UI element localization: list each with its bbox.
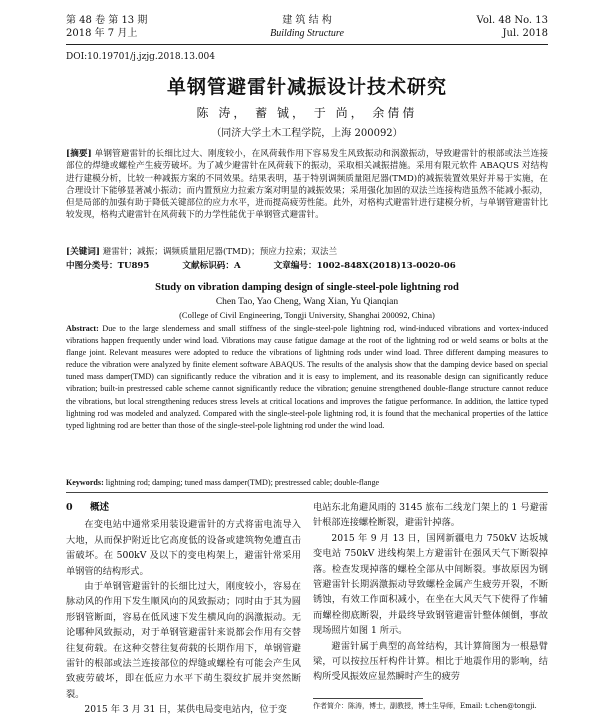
abstract-divider [66, 492, 548, 493]
article-number: 文章编号：1002-848X(2018)13-0020-06 [273, 261, 456, 271]
header-journal: 建 筑 结 构 Building Structure [270, 15, 344, 39]
abstract-cn [66, 148, 548, 222]
keywords-cn-text: 避雷针；减振；调频质量阻尼器(TMD)；预应力拉索；双法兰 [102, 247, 338, 257]
abstract-en [66, 323, 548, 432]
section-number: 0 [66, 502, 73, 513]
abstract-en-text: Due to the large slenderness and small stiffness of the single-steel-pole lightning rod, wind-induced vibrations and vortex-induced vibrations happen frequently under wind load. Vibrations may cause fatigue damage at the root of the lightning rod or weld seams or bolts at the flange joint. Relevant measures were adopted to reduce the vibrations of lightning rods under wind load. Three different damping measures to reduce the vibration were analyzed by finite element software ABAQUS. The results of the analysis show that the damping device based on special tuned mass damper(TMD) can significantly reduce the vibration and it is easy to implement, and its reasonable design can significantly reduce vibration; built-in prestressed cable scheme cannot significantly reduce the vibration; genuine strengthened double-flange structure cannot reduce the vibrations, but local strengthening reduces stress levels at critical locations and improves the fatigue performance. In addition, the lattice typed lightning rod was modeled and analyzed. Compared with the single-steel-pole lightning rod, it is found that the mechanical properties of the lattice typed lightning rod are better than those of the single-steel-pole lightning rod under the wind load. [66, 324, 548, 430]
header-issue: Vol. 48 No. 13 Jul. 2018 [476, 15, 548, 39]
body-column-left [66, 500, 301, 716]
body-paragraph: 避雷针属于典型的高耸结构，其计算简图为一根悬臂梁，可以按拉压杆构件计算。相比于地震作用的影响，结构所受风振效应显然瞬时产生的疲劳 [313, 640, 548, 683]
keywords-en [66, 477, 548, 489]
clc-number: 中图分类号：TU895 [66, 261, 150, 271]
document-code: 文献标识码：A [182, 261, 241, 271]
running-header [66, 14, 548, 48]
body-paragraph: 电站东北角避风雨的 3145 旅布二线龙门架上的 1 号避雷针根部连接螺栓断裂，避雷针掉落。 [313, 502, 548, 529]
affiliation-en: (College of Civil Engineering, Tongji University, Shanghai 200092, China) [179, 310, 435, 320]
abstract-cn-label: [摘要] [66, 149, 92, 159]
keywords-cn-label: [关键词] [66, 247, 100, 257]
body-paragraph: 由于单钢管避雷针的长细比过大，刚度较小，容易在脉动风的作用下发生顺风向的风致振动；同时由于其为圆形钢管断面，容易在低风速下发生横风向的涡激振动。无论哪种风致振动，对于单钢管避雷针来说都会作用有交替往复荷载。在这种交替往复荷载的长期作用下，单钢管避雷针的根部或法兰连接部位的焊缝或螺栓有可能会产生风致疲劳破坏，即在低应力水平下萌生裂纹扩展并突然断裂。 [66, 581, 301, 700]
abstract-cn-text: 单钢管避雷针的长细比过大、刚度较小，在风荷载作用下容易发生风致振动和涡激振动，导致避雷针的根部或法兰连接部位的焊缝或螺栓产生疲劳破坏。为了减少避雷针在风荷载下的振动，采取相关减振措施。采用有限元软件 ABAQUS 对结构进行建模分析，比较一种减振方案的不同效果。结果表明，基于特别调频质量阻尼器(TMD)的减振装置效果好并易于实施，在合理设计下能够显著减小振动；而内置预应力拉索方案对明显的减振效果；采用强化加固的双法兰连接构造虽然不能减小振动，但是局部的加强有助于降低关键部位的应力水平，进而提高疲劳性能。此外，对格构式避雷针进行建模分析，与单钢管避雷针比较发现，格构式避雷针在风荷载下的力学性能优于单钢管式避雷针。 [66, 149, 549, 221]
section-heading [66, 500, 301, 515]
header-divider [66, 44, 548, 45]
classification-line [66, 259, 548, 271]
author-footnote: 作者简介：陈涛，博士，副教授，博士生导师，Email: t.chen@tongji. [313, 702, 537, 710]
body-paragraph: 2015 年 9 月 13 日，国网新疆电力 750kV 达坂城变电站 750kV 进线构架上方避雷针在强风天气下断裂掉落。检查发现掉落的螺栓全部从中间断裂。事故原因为钢管避雷针长期涡激振动导致螺栓金属产生疲劳开裂，不断锈蚀，有效工作面积减小，在坐在大风天气下使得了作辅而螺栓彻底断裂，并最终导致钢管避雷针整体倾倒，事故现场照片如图 1 所示。 [313, 532, 548, 637]
section-title: 概述 [89, 502, 109, 513]
keywords-cn [66, 246, 548, 258]
keywords-en-label: Keywords: [66, 478, 104, 487]
affiliation: （同济大学土木工程学院，上海 200092） [211, 128, 403, 139]
author-list: 陈 涛， 蓄 铖， 于 尚， 余倩倩 [196, 106, 418, 120]
keywords-en-text: lightning rod; damping; tuned mass damper(TMD); prestressed cable; double-flange [105, 478, 380, 487]
body-column-right [313, 500, 548, 685]
footnote-divider [313, 698, 423, 699]
body-paragraph: 2015 年 3 月 31 日，某供电局变电站内，位于变 [84, 704, 287, 716]
abstract-en-label: Abstract: [66, 324, 99, 333]
paper-title-en: Study on vibration damping design of single-steel-pole lightning rod [155, 282, 459, 293]
body-paragraph: 在变电站中通常采用装设避雷针的方式将雷电流导入大地，从而保护附近比它高度低的设备或建筑物免遭直击雷破坏。在 500kV 及以下的变电构架上，避雷针常采用单钢管的结构形式。 [66, 519, 301, 577]
author-list-en: Chen Tao, Yao Cheng, Wang Xian, Yu Qianqian [215, 297, 399, 307]
paper-title: 单钢管避雷针减振设计技术研究 [166, 76, 447, 98]
doi: DOI:10.19701/j.jzjg.2018.13.004 [66, 52, 216, 62]
header-volume: 第 48 卷 第 13 期 2018 年 7 月上 [66, 15, 148, 39]
